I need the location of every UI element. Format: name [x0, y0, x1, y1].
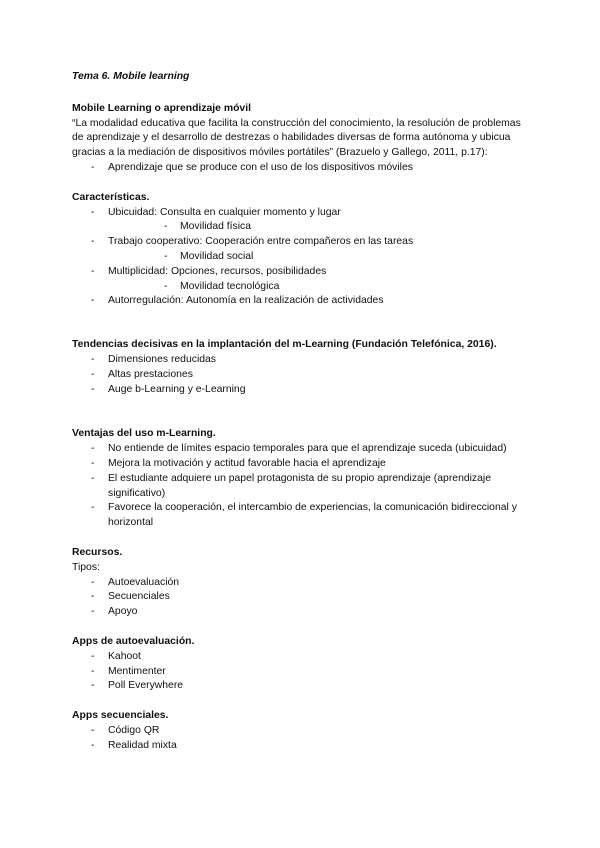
section-mobile-learning — [72, 102, 532, 176]
list-item: - No entiende de límites espacio temporales para que el aprendizaje suceda (ubicuidad) — [72, 442, 532, 457]
list-item: - Dimensiones reducidas — [72, 353, 532, 368]
sub-list-item: - Movilidad tecnológica — [108, 280, 532, 295]
document-title: Tema 6. Mobile learning — [72, 71, 190, 82]
list-item — [72, 235, 532, 265]
bullet-list — [72, 206, 532, 310]
section-tendencias — [72, 338, 532, 397]
document-page — [72, 70, 532, 753]
bullet-list — [72, 576, 532, 620]
list-item: - Aprendizaje que se produce con el uso de los dispositivos móviles — [72, 161, 532, 176]
list-item: - Realidad mixta — [72, 739, 532, 754]
section-heading: Apps secuenciales. — [72, 710, 169, 722]
section-heading: Apps de autoevaluación. — [72, 635, 195, 647]
list-item: - Poll Everywhere — [72, 679, 532, 694]
list-item: - Auge b-Learning y e-Learning — [72, 383, 532, 398]
section-heading: Tendencias decisivas en la implantación del m-Learning (Fundación Telefónica, 2016). — [72, 339, 497, 351]
sub-list-item: - Movilidad social — [108, 250, 532, 265]
section-caracteristicas — [72, 191, 532, 309]
list-item: - Mentimenter — [72, 665, 532, 680]
list-item-label: Trabajo cooperativo: Cooperación entre compañeros en las tareas — [108, 236, 414, 248]
section-subheading: Tipos: — [72, 561, 100, 573]
list-item — [72, 265, 532, 295]
list-item: - Mejora la motivación y actitud favorable hacia el aprendizaje — [72, 457, 532, 472]
sub-list-item: - Movilidad física — [108, 220, 532, 235]
sub-list — [108, 220, 532, 235]
list-item: - Altas prestaciones — [72, 368, 532, 383]
definition-quote: “La modalidad educativa que facilita la construcción del conocimiento, la resolución de problemas de aprendizaje y el desarrollo de destrezas o habilidades diversas de forma autónoma y ubicua gracias a la mediación de dispositivos móviles portátiles” (Brazuelo y Gallego, 2011, p.17): — [72, 117, 521, 159]
list-item: - Favorece la cooperación, el intercambio de experiencias, la comunicación bidireccional y horizontal — [72, 501, 532, 531]
list-item-label: Ubicuidad: Consulta en cualquier momento y lugar — [108, 206, 341, 218]
section-recursos — [72, 546, 532, 620]
section-heading: Mobile Learning o aprendizaje móvil — [72, 102, 251, 114]
list-item: - Kahoot — [72, 650, 532, 665]
list-item: - Autoevaluación — [72, 576, 532, 591]
section-apps-autoevaluacion — [72, 635, 532, 694]
list-item — [72, 206, 532, 236]
section-heading: Características. — [72, 191, 150, 203]
sub-list — [108, 250, 532, 265]
list-item: - Secuenciales — [72, 590, 532, 605]
bullet-list — [72, 650, 532, 694]
list-item: - Apoyo — [72, 605, 532, 620]
bullet-list — [72, 724, 532, 754]
list-item-label: Multiplicidad: Opciones, recursos, posibilidades — [108, 265, 327, 277]
list-item — [72, 294, 532, 309]
list-item: - El estudiante adquiere un papel protagonista de su propio aprendizaje (aprendizaje significativo) — [72, 472, 532, 502]
section-heading: Ventajas del uso m-Learning. — [72, 428, 216, 440]
section-ventajas — [72, 427, 532, 531]
sub-list — [108, 280, 532, 295]
section-apps-secuenciales — [72, 709, 532, 753]
bullet-list — [72, 442, 532, 531]
bullet-list — [72, 161, 532, 176]
list-item: - Código QR — [72, 724, 532, 739]
list-item-label: Autorregulación: Autonomía en la realización de actividades — [108, 295, 384, 307]
bullet-list — [72, 353, 532, 397]
section-heading: Recursos. — [72, 546, 123, 558]
